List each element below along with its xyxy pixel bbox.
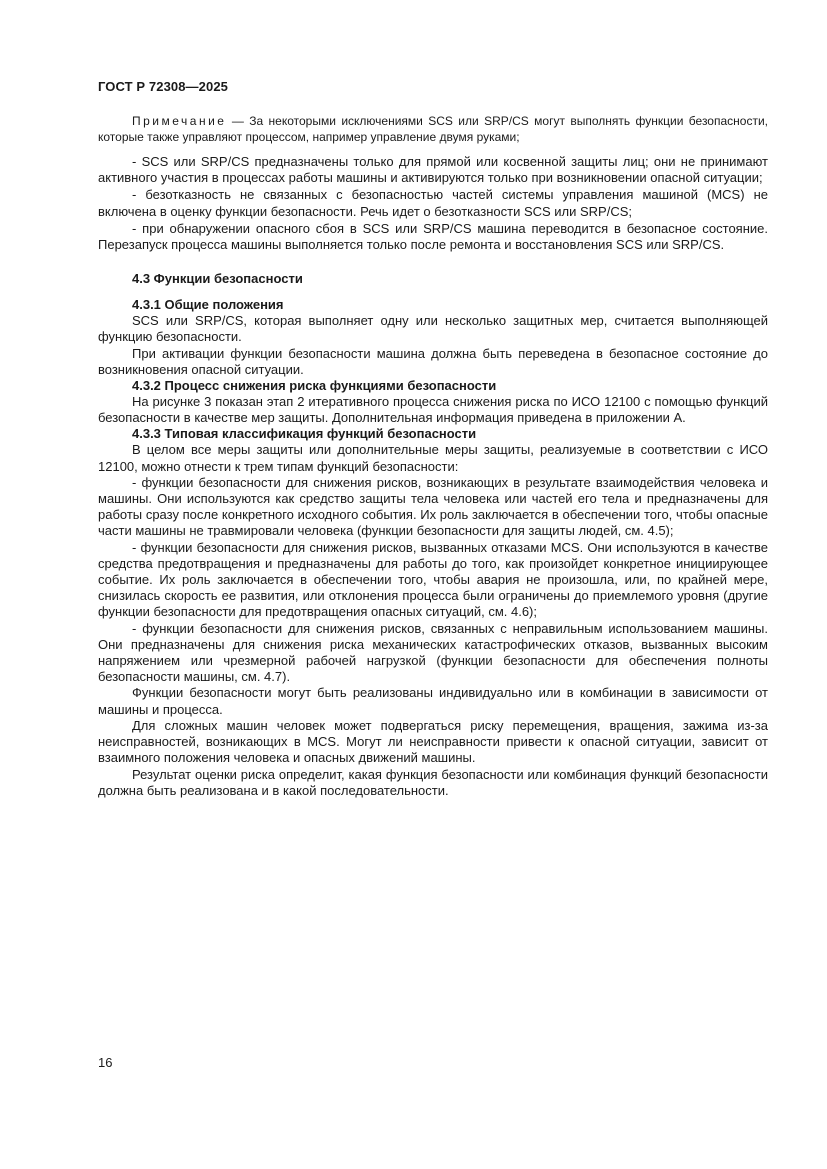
list-item: - SCS или SRP/CS предназначены только для прямой или косвенной защиты лиц; они не принимают активного участия в процессах работы машины и активируются только при возникновении опасной ситуации; bbox=[98, 154, 768, 186]
list-item: - безотказность не связанных с безопасностью частей системы управления машиной (MCS) не включена в оценку функции безопасности. Речь идет о безотказности SCS или SRP/CS; bbox=[98, 187, 768, 219]
document-header: ГОСТ Р 72308—2025 bbox=[98, 79, 228, 94]
list-item: - функции безопасности для снижения рисков, вызванных отказами MCS. Они используются в качестве средства предотвращения и предназначены для работы до того, как произойдет конкретное инициирующее событие. Их роль заключается в обеспечении того, чтобы авария не произошла, или, по крайней мере, снизилась скорость ее развития, или отклонения процесса были ограничены до приемлемого уровня (другие функции безопасности для предотвращения опасных ситуаций, см. 4.6); bbox=[98, 539, 768, 620]
paragraph: В целом все меры защиты или дополнительные меры защиты, реализуемые в соответствии с ИСО 12100, можно отнести к трем типам функций безопасности: bbox=[98, 442, 768, 474]
subsection-heading: 4.3.2 Процесс снижения риска функциями безопасности bbox=[132, 378, 497, 394]
paragraph: Для сложных машин человек может подвергаться риску перемещения, вращения, зажима из-за неисправностей, возникающих в MCS. Могут ли неисправности привести к опасной ситуации, зависит от взаимного положения человека и опасных движений машины. bbox=[98, 717, 768, 766]
note-text: — За некоторыми исключениями SCS или SRP/CS могут выполнять функции безопасности, которые также управляют процессом, например управление двумя руками; bbox=[98, 114, 768, 144]
paragraph: SCS или SRP/CS, которая выполняет одну или несколько защитных мер, считается выполняющей функцию безопасности. bbox=[98, 313, 768, 345]
section-heading: 4.3 Функции безопасности bbox=[132, 271, 303, 287]
note-paragraph bbox=[98, 113, 768, 145]
paragraph: Функции безопасности могут быть реализованы индивидуально или в комбинации в зависимости от машины и процесса. bbox=[98, 685, 768, 717]
list-item: - функции безопасности для снижения рисков, связанных с неправильным использованием машины. Они предназначены для снижения риска механических катастрофических отказов, вызванных высоким напряжением или чрезмерной рабочей нагрузкой (функции безопасности для обеспечения полноты безопасности машины, см. 4.7). bbox=[98, 620, 768, 685]
paragraph: При активации функции безопасности машина должна быть переведена в безопасное состояние до возникновения опасной ситуации. bbox=[98, 345, 768, 377]
list-item: - функции безопасности для снижения рисков, возникающих в результате взаимодействия человека и машины. Они используются как средство защиты тела человека или частей его тела и предназначены для работы сразу после конкретного исходного события. Их роль заключается в обеспечении того, чтобы опасные части машины не травмировали человека (функции безопасности для защиты людей, см. 4.5); bbox=[98, 474, 768, 539]
page-number: 16 bbox=[98, 1055, 113, 1070]
paragraph: Результат оценки риска определит, какая функция безопасности или комбинация функций безопасности должна быть реализована и в какой последовательности. bbox=[98, 766, 768, 798]
note-label: Примечание bbox=[132, 114, 227, 128]
subsection-heading: 4.3.1 Общие положения bbox=[132, 297, 284, 313]
subsection-heading: 4.3.3 Типовая классификация функций безопасности bbox=[132, 426, 477, 442]
document-body bbox=[98, 113, 768, 799]
paragraph: На рисунке 3 показан этап 2 итеративного процесса снижения риска по ИСО 12100 с помощью функций безопасности в качестве мер защиты. Дополнительная информация приведена в приложении А. bbox=[98, 394, 768, 426]
list-item: - при обнаружении опасного сбоя в SCS или SRP/CS машина переводится в безопасное состояние. Перезапуск процесса машины выполняется только после ремонта и восстановления SCS или SRP/CS. bbox=[98, 220, 768, 253]
